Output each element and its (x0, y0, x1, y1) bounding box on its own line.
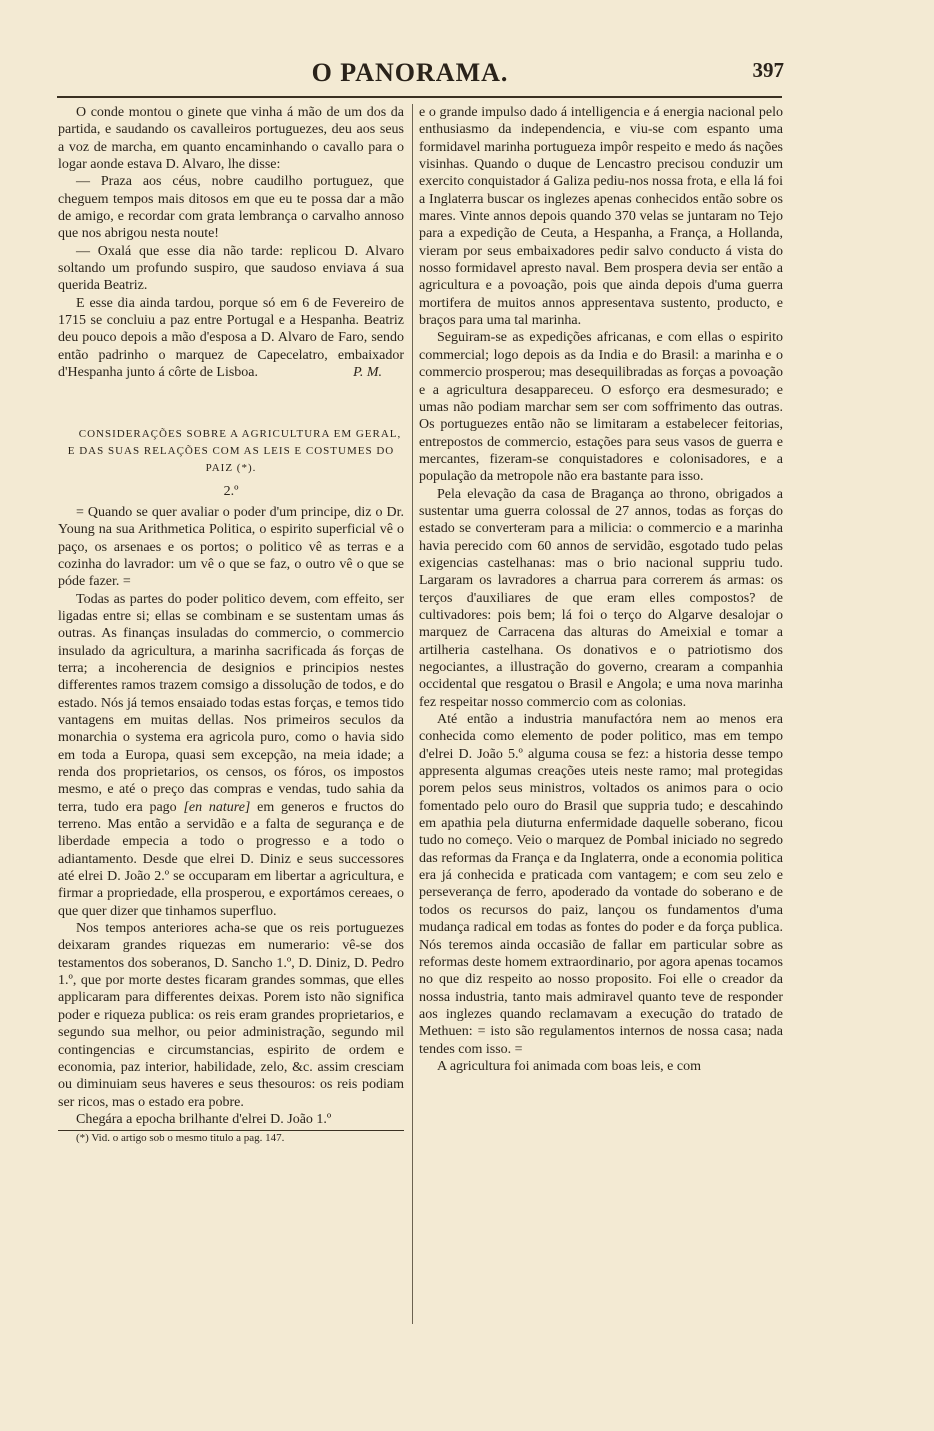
article-paragraph-2 (58, 591, 404, 921)
article-paragraph-2a: Todas as partes do poder politico devem, com effeito, ser ligadas entre si; ellas se combinam e se sustentam umas ás outras. As finanças insuladas do commercio, o commercio insulado da agricultura, a marinha sacrificada ás forças de terra; a incoherencia de designios e principios nestes differentes ramos trazem comsigo a dissolução de todos, e do estado. Nós já temos ensaiado todas estas forças, e temos tido vantagens em muitas dellas. Nos primeiros seculos da monarchia o systema era agricola puro, como o havia sido em toda a Europa, quasi sem excepção, na meia idade; a renda dos proprietarios, os censos, os fóros, os impostos mesmo, e até o preço das compras e vendas, tudo sahia da terra, tudo era pago (58, 591, 404, 815)
article-paragraph-4: Chegára a epocha brilhante d'elrei D. João 1.º (76, 1111, 332, 1127)
article-paragraph-3: Nos tempos anteriores acha-se que os reis portuguezes deixaram grandes riquezas em numerario: vê-se dos testamentos dos soberanos, D. Sancho 1.º, D. Diniz, D. Pedro 1.º, que por morte destes ficaram grandes sommas, que elles applicaram para differentes deixas. Porem isto não significa poder e riqueza publica: os reis eram grandes proprietarios, e segundo sua melhor, ou peior administração, segundo mil contingencias e circumstancias, espirito de ordem e economia, paz interior, habilidade, zelo, &c. assim cresciam ou diminuiam seus haveres e seus thesouros: os reis podiam ser ricos, mas o estado era pobre. (58, 921, 404, 1110)
section-spacer (58, 382, 404, 426)
story-paragraph-1: O conde montou o ginete que vinha á mão de um dos da partida, e saudando os cavalleiros portuguezes, deu aos seus a voz de marcha, em quanto encaminhando o cavallo para o logar aonde estava D. Alvaro, lhe disse: (58, 105, 404, 173)
story-paragraph-4 (58, 295, 404, 382)
article-paragraph-8: Até então a industria manufactóra nem ao menos era conhecida como elemento de poder politico, mas em tempo d'elrei D. João 5.º alguma cousa se fez: a historia desse tempo appresenta algumas creações uteis neste ramo; mal protegidas porem pelos seus ministros, voltados os animos para o ocio fomentado pelo ouro do Brasil que suppria tudo; e descahindo em apathia pela diuturna enfermidade daquelle soberano, ficou tudo no começo. Veio o marquez de Pombal iniciado no segredo das reformas da França e da Inglaterra, onde a economia politica era já conhecida e praticada com vantagem; e com seu zelo e perseverança de ferro, apoderado da vontade do soberano e de todos os recursos do paiz, lançou os fundamentos d'uma mudança radical em todas as fontes do poder e da força publica. Nós teremos ainda occasião de fallar em particular sobre as reformas deste homem extraordinario, por agora apenas tocamos no que diz respeito ao nosso proposito. Foi elle o creador da nossa industria, tanto mais admiravel quanto teve de responder aos inglezes quando reclamavam a execução do tratado de Methuen: = isto são regulamentos internos de nossa casa; nada tendes com isso. = (419, 712, 783, 1057)
article-paragraph-9: A agricultura foi animada com boas leis, e com (437, 1058, 701, 1074)
article-heading: CONSIDERAÇÕES SOBRE A AGRICULTURA EM GERAL, E DAS SUAS RELAÇÕES COM AS LEIS E COSTUMES DO PAIZ (*). (67, 427, 402, 474)
article-part-number: 2.º (223, 483, 239, 499)
header-rule (57, 96, 782, 98)
article-paragraph-6: Seguiram-se as expedições africanas, e com ellas o espirito commercial; logo depois as da India e do Brasil: a marinha e o commercio prosperou; mas desequilibradas as forças a povoação e a agricultura desappareceu. O esforço era desmesurado; e umas não podiam marchar sem ser com soffrimento das outras. Os portuguezes então não se limitaram a estabelecer feitorias, entrepostos de commercio, estações para seus vasos de guerra e mercantes, fizeram-se conquistadores e colonisadores, e a população da metropole não era bastante para isso. (419, 330, 783, 485)
story-paragraph-4-text: E esse dia ainda tardou, porque só em 6 de Fevereiro de 1715 se concluiu a paz entre Portugal e a Hespanha. Beatriz deu pouco depois a mão d'esposa a D. Alvaro de Faro, sendo então padrinho o marquez de Capecelatro, embaixador d'Hespanha junto á côrte de Lisboa. (58, 295, 404, 381)
article-paragraph-2-italic: [en nature] (183, 799, 251, 815)
left-column (58, 104, 404, 1145)
article-paragraph-7: Pela elevação da casa de Bragança ao throno, obrigados a sustentar uma guerra colossal de 27 annos, todas as forças do estado se converteram para a milicia: o commercio e a marinha havia perecido com 60 annos de servidão, esgotado tudo pelas exigencias castelhanas: mas o brio nacional suppriu tudo. Largaram os lavradores a charrua para correrem ás armas: os terços d'auxiliares de que eram elles compostos? de cultivadores: pois bem; lá foi o terço do Algarve desalojar o marquez de Carracena das alturas do Ameixial e tomar a artilheria castelhana. Os donativos e o patriotismo dos negociantes, a illustração do governo, crearam a companhia occidental que resgatou o Brasil e Angola; e uma nova marinha fez respeitar nosso commercio com as colonias. (419, 486, 783, 710)
column-divider (412, 104, 413, 1324)
page-number: 397 (752, 58, 784, 82)
story-paragraph-2: — Praza aos céus, nobre caudilho portuguez, que cheguem tempos mais ditosos em que eu te possa dar a mão de amigo, e recordar com grata lembrança o carvalho annoso que nos abrigou nesta noute! (58, 174, 404, 242)
article-paragraph-1: = Quando se quer avaliar o poder d'um principe, diz o Dr. Young na sua Arithmetica Politica, o espirito superficial vê o paço, os arsenaes e os portos; o politico vê as terras e a cozinha do lavrador: um vê o que se faz, o outro vê o que se póde fazer. = (58, 504, 404, 590)
footnote: (*) Vid. o artigo sob o mesmo titulo a pag. 147. (76, 1132, 285, 1145)
story-paragraph-3: — Oxalá que esse dia não tarde: replicou D. Alvaro soltando um profundo suspiro, que saudoso enviava á sua querida Beatriz. (58, 243, 404, 294)
author-signature: P. M. (353, 365, 382, 381)
article-paragraph-2b: em generos e fructos do terreno. Mas então a servidão e a falta de segurança e de liberdade empecia a todo o progresso e a todo o adiantamento. Desde que elrei D. Diniz e seus successores até elrei D. João 2.º se occuparam em libertar a agricultura, e firmar a propriedade, ella prosperou, e exportámos cereaes, o que quer dizer que tinhamos superfluo. (58, 799, 404, 919)
page-title: O PANORAMA. (311, 58, 509, 87)
right-column (419, 104, 783, 1075)
article-paragraph-5: e o grande impulso dado á intelligencia e á energia nacional pelo enthusiasmo da independencia, e viu-se com espanto uma formidavel marinha portugueza impôr respeito e medo ás nações visinhas. Quando o duque de Lencastro precisou conduzir um exercito conquistador á Galiza pediu-nos nossa frota, e ella lá foi a Inglaterra buscar os inglezes apenas conhecidos então sobre os mares. Vinte annos depois quando 370 velas se juntaram no Tejo para a expedição de Ceuta, a Hespanha, a França, a Hollanda, vieram por seus embaixadores pedir salvo conducto á vista do nosso formidavel apresto naval. Bem prospera devia ser então a agricultura e a povoação, pois que ainda depois d'uma guerra mortifera de muitos annos appresentava sustento, producto, e braços para uma tal marinha. (419, 105, 783, 329)
